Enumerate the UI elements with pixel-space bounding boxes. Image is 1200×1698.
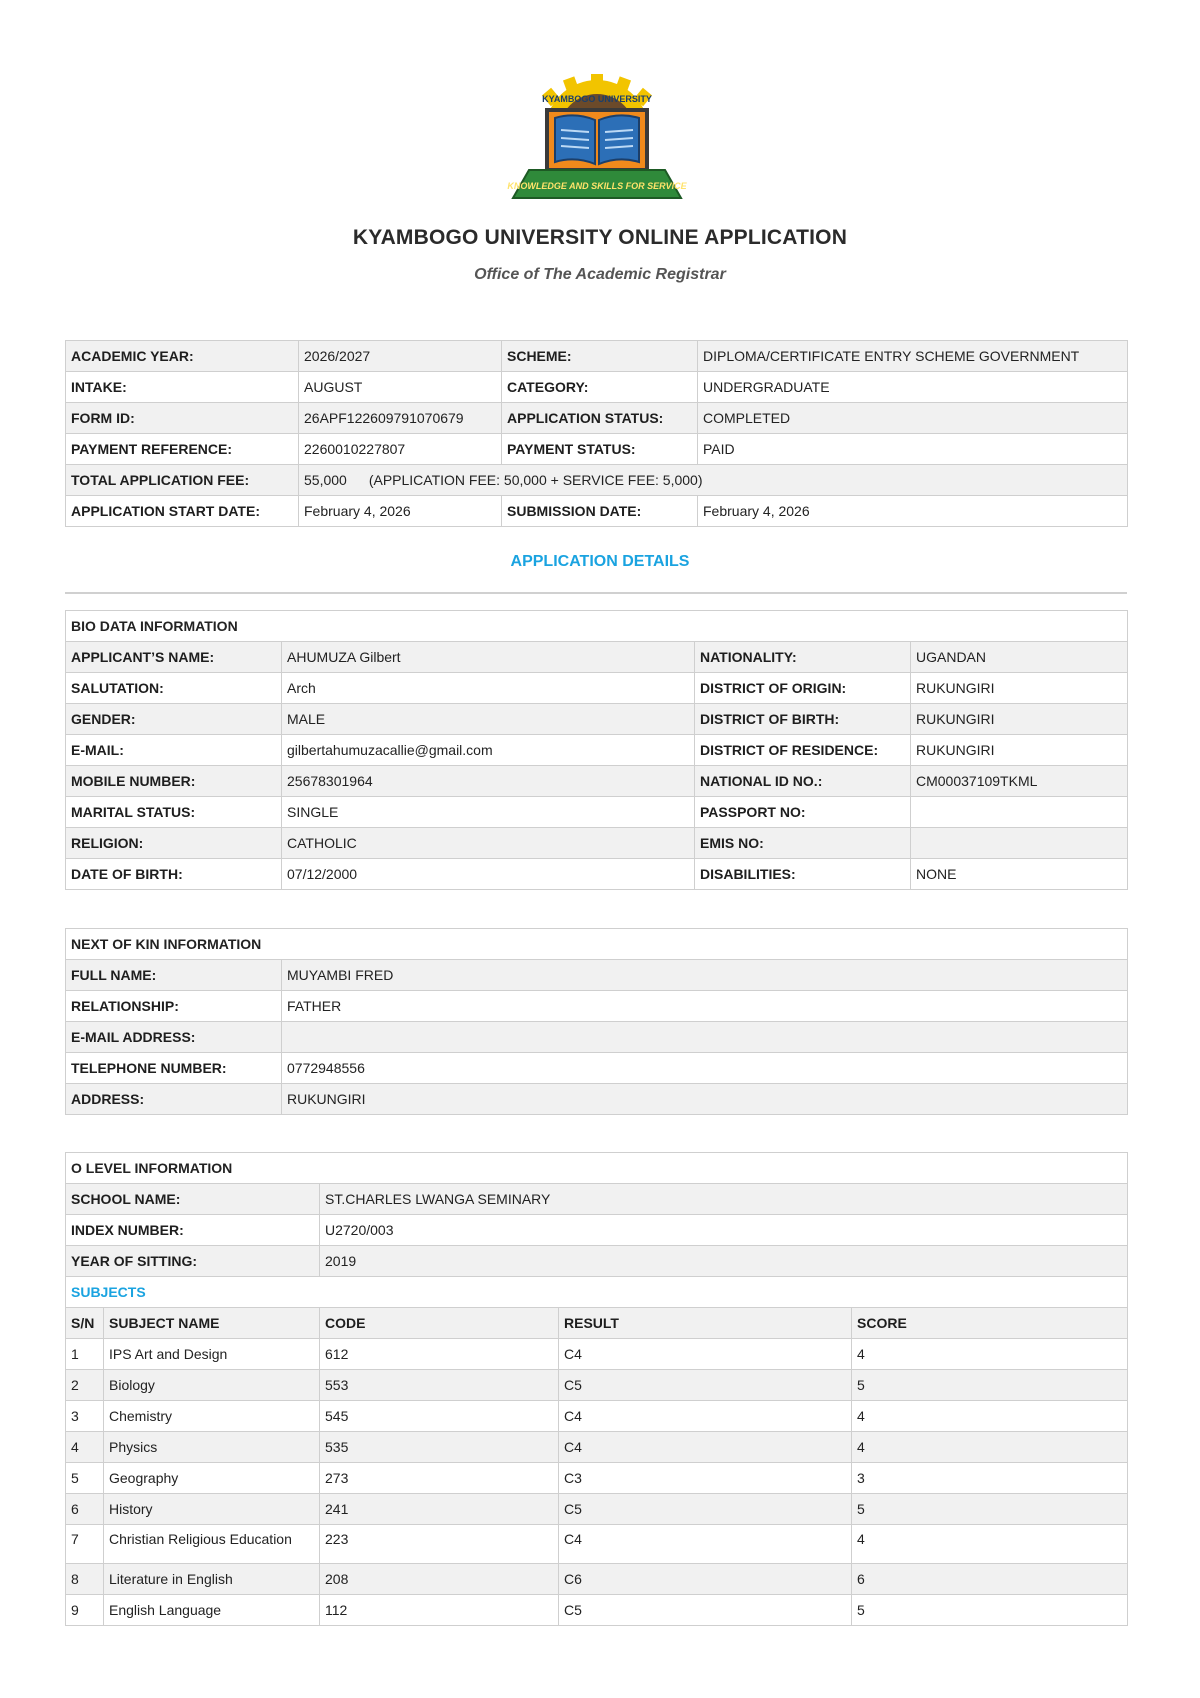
- field-label: MOBILE NUMBER:: [66, 766, 282, 797]
- col-score: SCORE: [852, 1308, 1128, 1339]
- submission-date-value: February 4, 2026: [698, 496, 1128, 527]
- divider: [65, 592, 1127, 594]
- field-label: DISTRICT OF ORIGIN:: [695, 673, 911, 704]
- table-row: [66, 1215, 1128, 1246]
- subject-score: 3: [852, 1463, 1128, 1494]
- subject-result: C4: [559, 1432, 852, 1463]
- field-value: gilbertahumuzacallie@gmail.com: [282, 735, 695, 766]
- page-subtitle: Office of The Academic Registrar: [474, 266, 726, 283]
- total-fee-label: TOTAL APPLICATION FEE:: [66, 465, 299, 496]
- subject-name: Biology: [104, 1370, 320, 1401]
- field-value: MUYAMBI FRED: [282, 960, 1128, 991]
- logo-motto: KNOWLEDGE AND SKILLS FOR SERVICE: [507, 181, 687, 191]
- kin-heading: NEXT OF KIN INFORMATION: [66, 929, 1128, 960]
- category-value: UNDERGRADUATE: [698, 372, 1128, 403]
- subject-score: 4: [852, 1401, 1128, 1432]
- field-label: EMIS NO:: [695, 828, 911, 859]
- field-label: INDEX NUMBER:: [66, 1215, 320, 1246]
- field-label: DISTRICT OF RESIDENCE:: [695, 735, 911, 766]
- field-value: 0772948556: [282, 1053, 1128, 1084]
- application-status-label: APPLICATION STATUS:: [502, 403, 698, 434]
- table-row: [66, 372, 1128, 403]
- field-label: RELATIONSHIP:: [66, 991, 282, 1022]
- next-of-kin-table: [65, 928, 1128, 1115]
- o-level-table: [65, 1152, 1128, 1626]
- subject-code: 545: [320, 1401, 559, 1432]
- field-value: Arch: [282, 673, 695, 704]
- subject-row: [66, 1463, 1128, 1494]
- subject-result: C5: [559, 1595, 852, 1626]
- field-value: UGANDAN: [911, 642, 1128, 673]
- summary-table: [65, 340, 1128, 527]
- field-value: SINGLE: [282, 797, 695, 828]
- payment-reference-value: 2260010227807: [299, 434, 502, 465]
- start-date-value: February 4, 2026: [299, 496, 502, 527]
- section-title: APPLICATION DETAILS: [510, 553, 690, 570]
- field-value: 2019: [320, 1246, 1128, 1277]
- field-label: MARITAL STATUS:: [66, 797, 282, 828]
- table-row: [66, 766, 1128, 797]
- subject-name: Literature in English: [104, 1564, 320, 1595]
- table-row: [66, 1084, 1128, 1115]
- field-label: E-MAIL ADDRESS:: [66, 1022, 282, 1053]
- subject-code: 112: [320, 1595, 559, 1626]
- col-subject-name: SUBJECT NAME: [104, 1308, 320, 1339]
- subject-score: 6: [852, 1564, 1128, 1595]
- field-label: APPLICANT’S NAME:: [66, 642, 282, 673]
- field-value: [282, 1022, 1128, 1053]
- subject-result: C6: [559, 1564, 852, 1595]
- total-fee-cell: [299, 465, 1128, 496]
- academic-year-label: ACADEMIC YEAR:: [66, 341, 299, 372]
- subject-score: 4: [852, 1525, 1128, 1564]
- university-logo: [505, 74, 689, 202]
- col-sn: S/N: [66, 1308, 104, 1339]
- subject-row: [66, 1401, 1128, 1432]
- subject-code: 241: [320, 1494, 559, 1525]
- table-row: [66, 797, 1128, 828]
- field-label: RELIGION:: [66, 828, 282, 859]
- table-row: [66, 642, 1128, 673]
- field-label: PASSPORT NO:: [695, 797, 911, 828]
- scheme-value: DIPLOMA/CERTIFICATE ENTRY SCHEME GOVERNMENT: [698, 341, 1128, 372]
- form-id-label: FORM ID:: [66, 403, 299, 434]
- subject-result: C3: [559, 1463, 852, 1494]
- subject-code: 553: [320, 1370, 559, 1401]
- subject-name: English Language: [104, 1595, 320, 1626]
- field-label: GENDER:: [66, 704, 282, 735]
- field-value: RUKUNGIRI: [911, 735, 1128, 766]
- subject-row: [66, 1525, 1128, 1564]
- field-label: DISABILITIES:: [695, 859, 911, 890]
- subject-row: [66, 1595, 1128, 1626]
- subject-row: [66, 1494, 1128, 1525]
- table-row: [66, 1184, 1128, 1215]
- category-label: CATEGORY:: [502, 372, 698, 403]
- table-row: [66, 496, 1128, 527]
- table-heading-row: [66, 929, 1128, 960]
- field-label: NATIONALITY:: [695, 642, 911, 673]
- field-label: NATIONAL ID NO.:: [695, 766, 911, 797]
- field-value: U2720/003: [320, 1215, 1128, 1246]
- field-label: E-MAIL:: [66, 735, 282, 766]
- subject-sn: 9: [66, 1595, 104, 1626]
- table-row: [66, 465, 1128, 496]
- field-value: [911, 797, 1128, 828]
- field-value: ST.CHARLES LWANGA SEMINARY: [320, 1184, 1128, 1215]
- field-value: RUKUNGIRI: [282, 1084, 1128, 1115]
- field-value: AHUMUZA Gilbert: [282, 642, 695, 673]
- subject-sn: 2: [66, 1370, 104, 1401]
- subject-score: 5: [852, 1370, 1128, 1401]
- bio-heading: BIO DATA INFORMATION: [66, 611, 1128, 642]
- subject-code: 273: [320, 1463, 559, 1494]
- subject-name: Geography: [104, 1463, 320, 1494]
- field-value: [911, 828, 1128, 859]
- subject-score: 4: [852, 1339, 1128, 1370]
- field-label: DATE OF BIRTH:: [66, 859, 282, 890]
- subject-result: C5: [559, 1494, 852, 1525]
- subject-name: Physics: [104, 1432, 320, 1463]
- subject-row: [66, 1339, 1128, 1370]
- form-id-value: 26APF122609791070679: [299, 403, 502, 434]
- table-row: [66, 735, 1128, 766]
- field-label: SCHOOL NAME:: [66, 1184, 320, 1215]
- subject-score: 4: [852, 1432, 1128, 1463]
- subject-sn: 5: [66, 1463, 104, 1494]
- table-row: [66, 828, 1128, 859]
- subject-code: 223: [320, 1525, 559, 1564]
- field-value: NONE: [911, 859, 1128, 890]
- table-row: [66, 1246, 1128, 1277]
- application-status-value: COMPLETED: [698, 403, 1128, 434]
- field-label: ADDRESS:: [66, 1084, 282, 1115]
- olevel-heading: O LEVEL INFORMATION: [66, 1153, 1128, 1184]
- subject-score: 5: [852, 1494, 1128, 1525]
- subject-code: 535: [320, 1432, 559, 1463]
- field-value: 25678301964: [282, 766, 695, 797]
- field-value: RUKUNGIRI: [911, 704, 1128, 735]
- field-label: FULL NAME:: [66, 960, 282, 991]
- subject-row: [66, 1370, 1128, 1401]
- subject-code: 612: [320, 1339, 559, 1370]
- field-value: FATHER: [282, 991, 1128, 1022]
- table-heading-row: [66, 611, 1128, 642]
- subject-row: [66, 1432, 1128, 1463]
- intake-value: AUGUST: [299, 372, 502, 403]
- table-row: [66, 434, 1128, 465]
- scheme-label: SCHEME:: [502, 341, 698, 372]
- table-row: [66, 341, 1128, 372]
- total-fee-value: 55,000: [304, 472, 347, 488]
- submission-date-label: SUBMISSION DATE:: [502, 496, 698, 527]
- subject-sn: 7: [66, 1525, 104, 1564]
- table-row: [66, 704, 1128, 735]
- payment-reference-label: PAYMENT REFERENCE:: [66, 434, 299, 465]
- subject-result: C4: [559, 1339, 852, 1370]
- subject-name: History: [104, 1494, 320, 1525]
- table-row: [66, 1022, 1128, 1053]
- payment-status-value: PAID: [698, 434, 1128, 465]
- subjects-title-row: [66, 1277, 1128, 1308]
- col-code: CODE: [320, 1308, 559, 1339]
- table-heading-row: [66, 1153, 1128, 1184]
- fee-breakdown: (APPLICATION FEE: 50,000 + SERVICE FEE: 5,000): [368, 472, 703, 488]
- field-value: CM00037109TKML: [911, 766, 1128, 797]
- start-date-label: APPLICATION START DATE:: [66, 496, 299, 527]
- subject-result: C5: [559, 1370, 852, 1401]
- page-title: KYAMBOGO UNIVERSITY ONLINE APPLICATION: [352, 226, 848, 249]
- table-row: [66, 673, 1128, 704]
- subject-result: C4: [559, 1525, 852, 1564]
- subject-name: Chemistry: [104, 1401, 320, 1432]
- field-value: MALE: [282, 704, 695, 735]
- academic-year-value: 2026/2027: [299, 341, 502, 372]
- subject-result: C4: [559, 1401, 852, 1432]
- field-label: TELEPHONE NUMBER:: [66, 1053, 282, 1084]
- subject-sn: 3: [66, 1401, 104, 1432]
- logo-name: KYAMBOGO UNIVERSITY: [542, 94, 652, 104]
- bio-data-table: [65, 610, 1128, 890]
- subjects-title: SUBJECTS: [66, 1277, 1128, 1308]
- subject-sn: 8: [66, 1564, 104, 1595]
- field-label: YEAR OF SITTING:: [66, 1246, 320, 1277]
- subject-sn: 1: [66, 1339, 104, 1370]
- subject-row: [66, 1564, 1128, 1595]
- subject-code: 208: [320, 1564, 559, 1595]
- subject-sn: 4: [66, 1432, 104, 1463]
- subject-sn: 6: [66, 1494, 104, 1525]
- table-row: [66, 991, 1128, 1022]
- col-result: RESULT: [559, 1308, 852, 1339]
- field-value: 07/12/2000: [282, 859, 695, 890]
- subjects-header-row: [66, 1308, 1128, 1339]
- table-row: [66, 859, 1128, 890]
- table-row: [66, 960, 1128, 991]
- table-row: [66, 1053, 1128, 1084]
- table-row: [66, 403, 1128, 434]
- field-value: RUKUNGIRI: [911, 673, 1128, 704]
- field-value: CATHOLIC: [282, 828, 695, 859]
- subject-score: 5: [852, 1595, 1128, 1626]
- subject-name: Christian Religious Education: [104, 1525, 320, 1564]
- subject-name: IPS Art and Design: [104, 1339, 320, 1370]
- field-label: SALUTATION:: [66, 673, 282, 704]
- intake-label: INTAKE:: [66, 372, 299, 403]
- field-label: DISTRICT OF BIRTH:: [695, 704, 911, 735]
- payment-status-label: PAYMENT STATUS:: [502, 434, 698, 465]
